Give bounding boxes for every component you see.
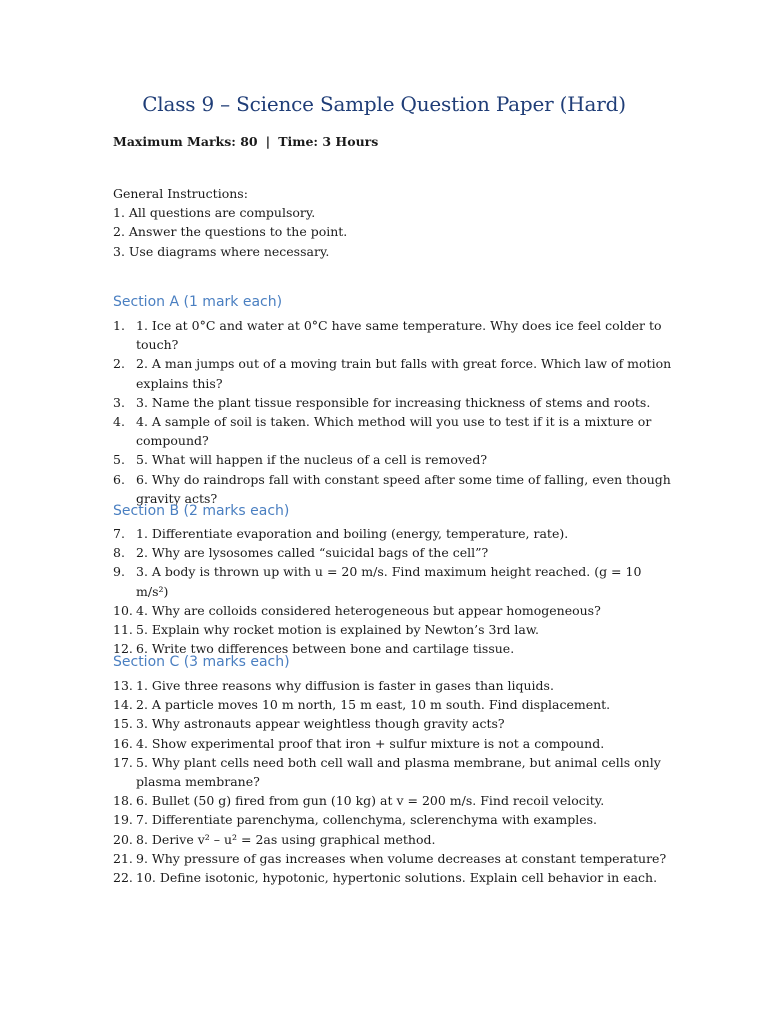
question-number: 17. [113, 754, 133, 770]
question-item [113, 354, 673, 392]
question-item [113, 753, 673, 791]
question-item [113, 676, 673, 695]
question-number: 11. [113, 622, 133, 638]
question-number: 12. [113, 641, 133, 657]
question-item [113, 868, 673, 887]
question-number: 20. [113, 831, 133, 847]
question-text: 1. Ice at 0°C and water at 0°C have same temperature. Why does ice feel colder to touch? [136, 318, 662, 353]
question-item [113, 524, 673, 543]
question-item [113, 562, 673, 600]
question-item [113, 849, 673, 868]
question-number: 22. [113, 870, 133, 886]
question-item [113, 412, 673, 450]
question-number: 14. [113, 697, 133, 713]
question-number: 7. [113, 526, 125, 541]
section-c-title: Section C (3 marks each) [113, 654, 290, 670]
section-c-questions [113, 676, 673, 887]
question-number: 2. [113, 356, 125, 372]
instruction-item: 2. Answer the questions to the point. [113, 224, 348, 240]
question-item [113, 393, 673, 412]
question-text: 2. Why are lysosomes called “suicidal bags of the cell”? [136, 545, 489, 561]
question-number: 13. [113, 678, 133, 693]
question-text: 6. Bullet (50 g) fired from gun (10 kg) at v = 200 m/s. Find recoil velocity. [136, 793, 605, 809]
question-item [113, 695, 673, 714]
question-text: 3. A body is thrown up with u = 20 m/s. Find maximum height reached. (g = 10 m/s²) [136, 564, 642, 599]
question-number: 4. [113, 414, 125, 430]
question-item [113, 450, 673, 469]
section-a-title: Section A (1 mark each) [113, 294, 283, 310]
question-text: 7. Differentiate parenchyma, collenchyma, sclerenchyma with examples. [136, 812, 597, 828]
question-text: 2. A particle moves 10 m north, 15 m east, 10 m south. Find displacement. [136, 697, 611, 713]
question-item [113, 734, 673, 753]
question-text: 1. Differentiate evaporation and boiling (energy, temperature, rate). [136, 526, 569, 541]
question-item [113, 791, 673, 810]
question-text: 5. Explain why rocket motion is explained by Newton’s 3rd law. [136, 622, 540, 638]
exam-time: Time: 3 Hours [278, 134, 379, 149]
question-number: 5. [113, 452, 125, 468]
question-number: 19. [113, 812, 133, 828]
question-text: 3. Name the plant tissue responsible for increasing thickness of stems and roots. [136, 394, 651, 410]
meta-separator: | [265, 134, 271, 149]
question-item [113, 620, 673, 639]
section-b-questions [113, 524, 673, 658]
question-item [113, 316, 673, 354]
instructions-heading: General Instructions: [113, 186, 248, 201]
question-number: 9. [113, 564, 125, 580]
question-number: 1. [113, 318, 125, 333]
question-text: 6. Write two differences between bone and cartilage tissue. [136, 641, 515, 657]
section-b-title: Section B (2 marks each) [113, 503, 290, 519]
question-text: 8. Derive v² – u² = 2as using graphical method. [136, 831, 436, 847]
question-text: 4. Why are colloids considered heterogeneous but appear homogeneous? [136, 602, 601, 618]
question-number: 15. [113, 716, 133, 732]
section-a-questions [113, 316, 673, 508]
question-number: 10. [113, 602, 133, 618]
question-item [113, 714, 673, 733]
question-number: 18. [113, 793, 133, 809]
question-text: 5. What will happen if the nucleus of a cell is removed? [136, 452, 488, 468]
max-marks: Maximum Marks: 80 [113, 134, 258, 149]
instruction-item: 3. Use diagrams where necessary. [113, 243, 330, 259]
question-number: 3. [113, 394, 125, 410]
question-item [113, 601, 673, 620]
question-text: 4. Show experimental proof that iron + sulfur mixture is not a compound. [136, 735, 605, 751]
instruction-item: 1. All questions are compulsory. [113, 205, 316, 221]
question-text: 3. Why astronauts appear weightless though gravity acts? [136, 716, 505, 732]
question-number: 16. [113, 735, 133, 751]
question-item [113, 830, 673, 849]
question-item [113, 810, 673, 829]
page-title: Class 9 – Science Sample Question Paper (Hard) [142, 92, 626, 116]
question-number: 21. [113, 850, 133, 866]
question-text: 10. Define isotonic, hypotonic, hypertonic solutions. Explain cell behavior in each. [136, 870, 658, 886]
question-text: 4. A sample of soil is taken. Which method will you use to test if it is a mixture or compound? [136, 414, 652, 449]
exam-meta [113, 134, 378, 149]
question-text: 5. Why plant cells need both cell wall and plasma membrane, but animal cells only plasma membrane? [136, 754, 661, 790]
question-text: 2. A man jumps out of a moving train but falls with great force. Which law of motion explains this? [136, 356, 672, 391]
general-instructions [113, 184, 673, 261]
question-text: 1. Give three reasons why diffusion is faster in gases than liquids. [136, 678, 554, 693]
question-number: 8. [113, 545, 125, 561]
question-text: 9. Why pressure of gas increases when volume decreases at constant temperature? [136, 850, 667, 866]
question-text: 6. Why do raindrops fall with constant speed after some time of falling, even though gravity acts? [136, 471, 671, 506]
question-number: 6. [113, 471, 125, 487]
question-item [113, 543, 673, 562]
